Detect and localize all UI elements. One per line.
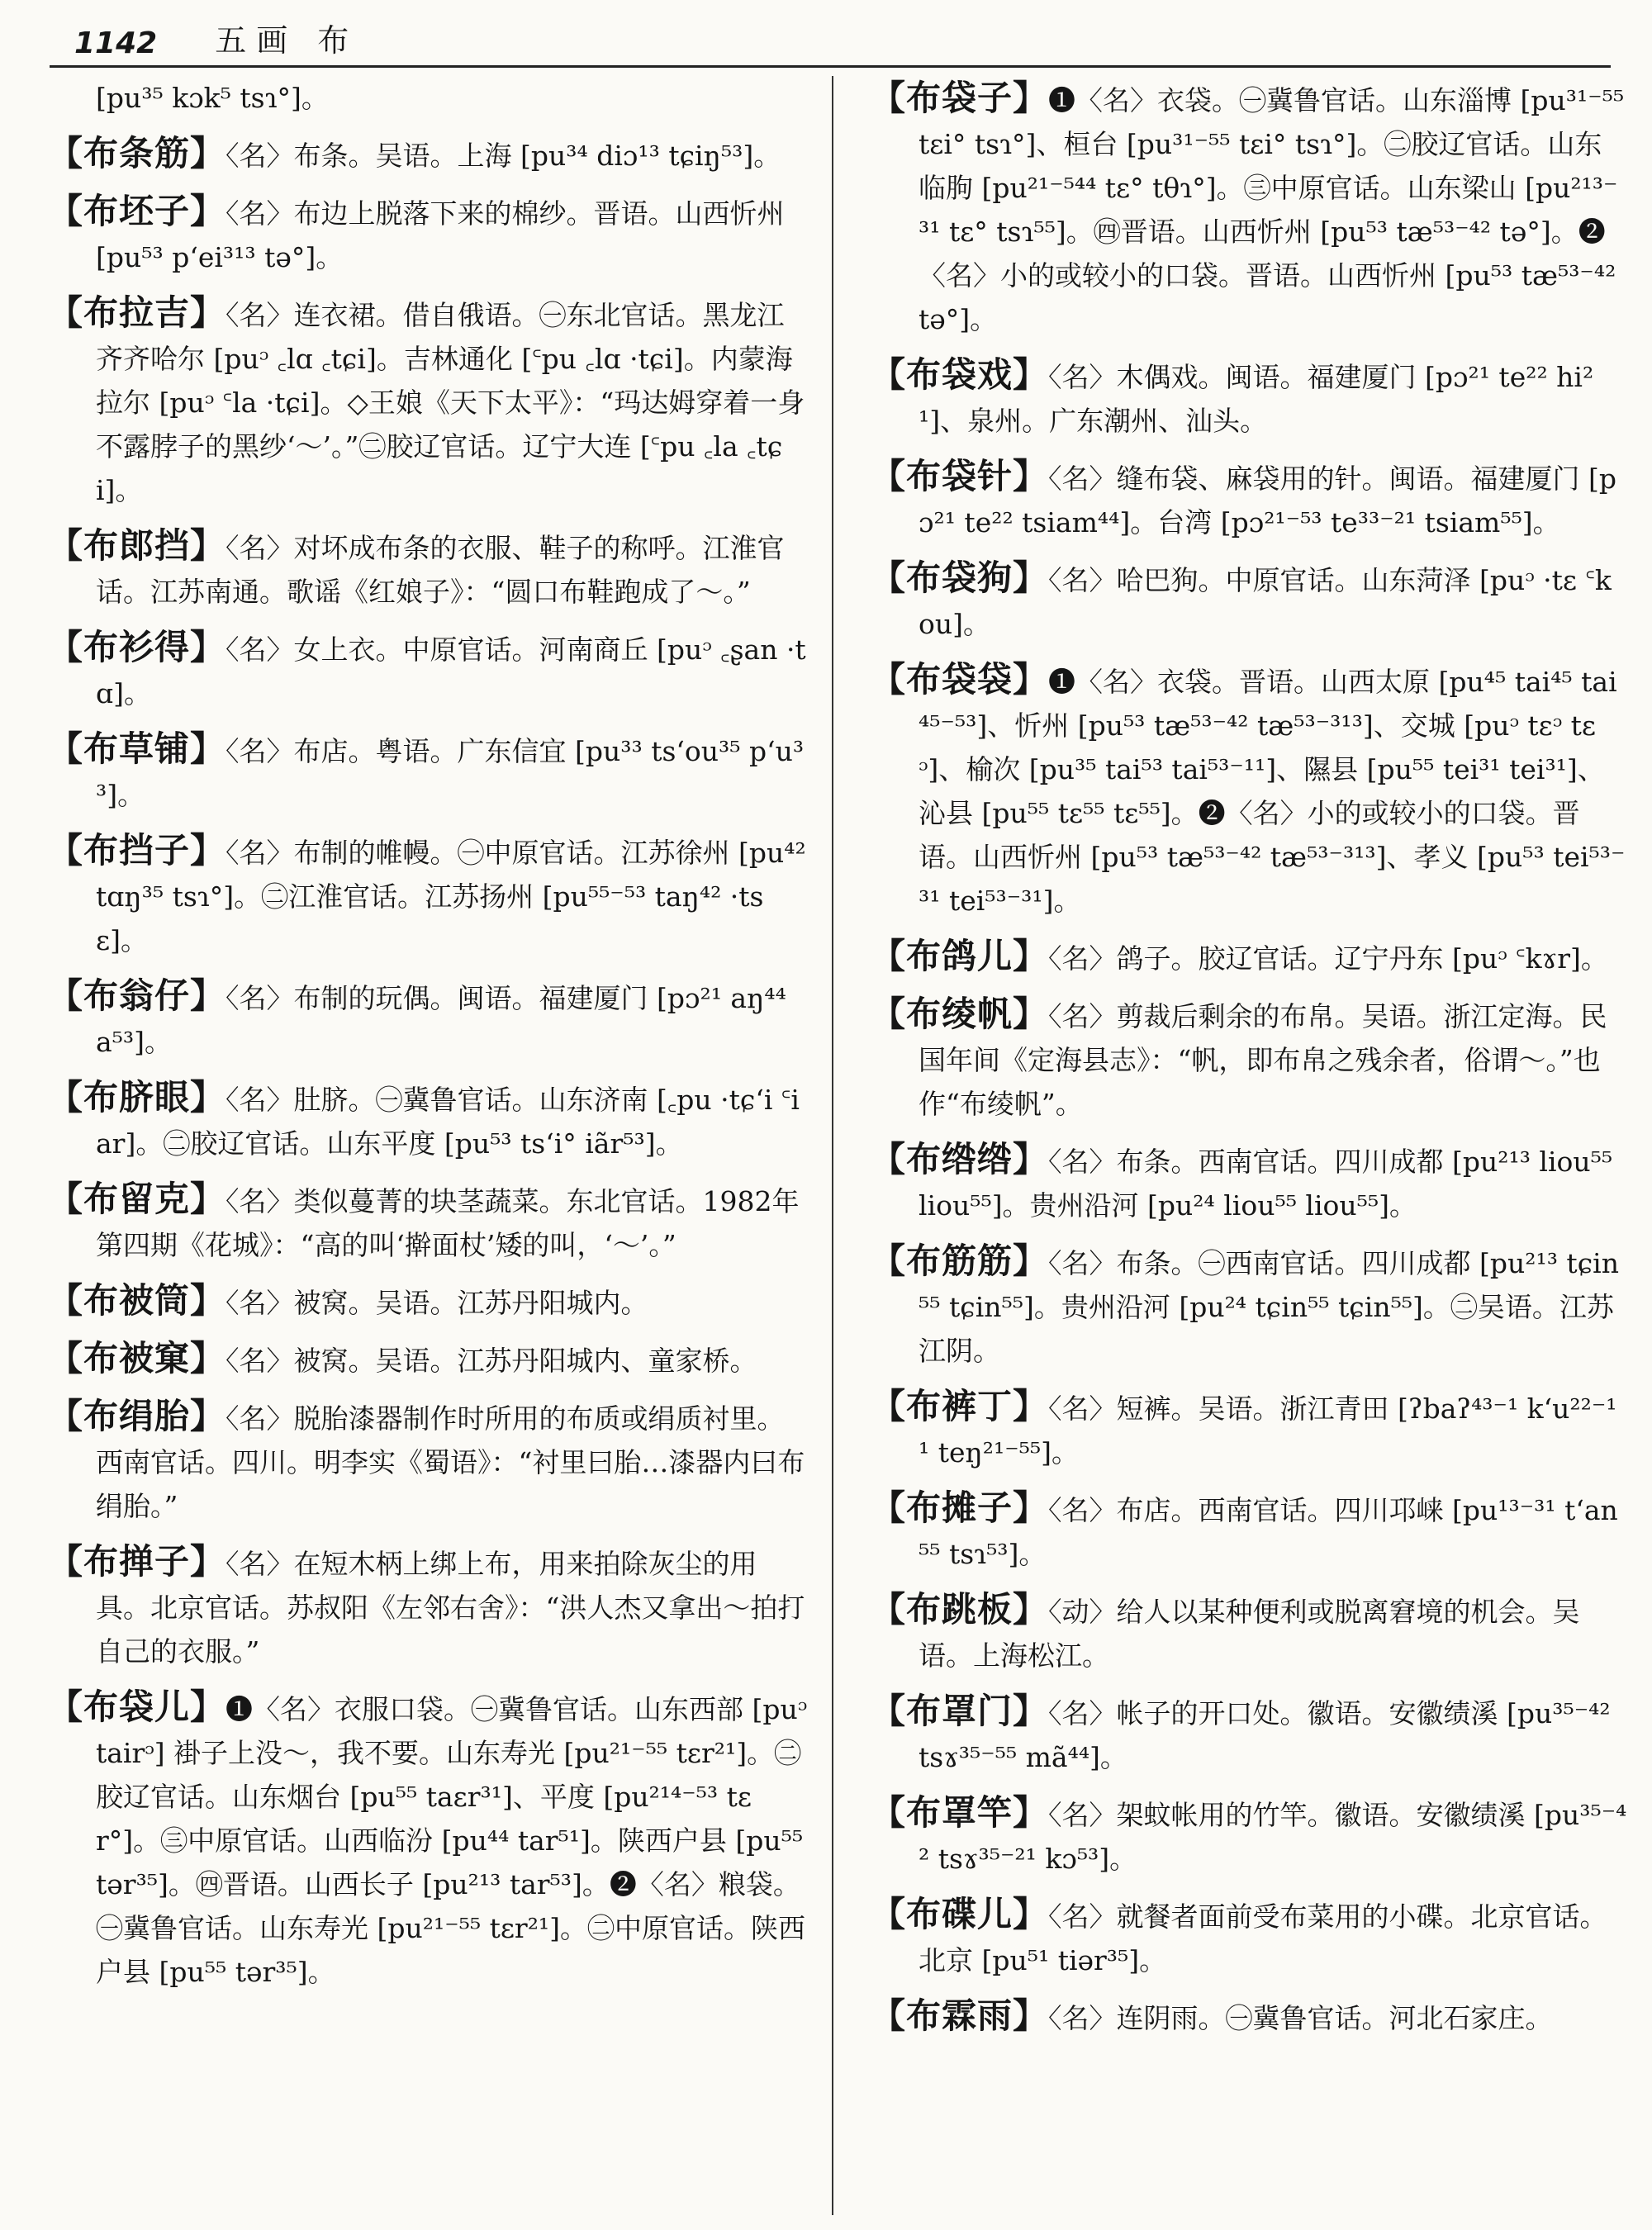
dictionary-entry [871, 556, 1627, 646]
entry-headword: 【布鸽儿】 [871, 936, 1049, 976]
dictionary-entry [871, 657, 1627, 923]
entry-headword: 【布拉吉】 [48, 292, 226, 333]
dictionary-entry [48, 828, 809, 962]
entry-headword: 【布绺绺】 [871, 1139, 1049, 1179]
entry-definition: 〈名〉类似蔓菁的块茎蔬菜。东北官话。1982年第四期《花城》：“高的叫‘擀面杖’矮的叫，‘～’。” [96, 1185, 800, 1261]
page-number: 1142 [74, 26, 158, 60]
dictionary-entry [871, 454, 1627, 544]
dictionary-entry [871, 1137, 1627, 1227]
dictionary-entry [48, 1279, 809, 1325]
entry-headword: 【布绫帆】 [871, 994, 1049, 1034]
dictionary-entry [871, 992, 1627, 1126]
dictionary-entry [48, 1394, 809, 1528]
dictionary-entry [48, 1685, 809, 1994]
entry-definition: 〈名〉脱胎漆器制作时所用的布质或绢质衬里。西南官话。四川。明李实《蜀语》：“衬里曰胎…漆器内曰布绢胎。” [96, 1402, 805, 1522]
entry-headword: 【布袋袋】 [871, 659, 1049, 700]
entry-headword: 【布袋子】 [871, 78, 1049, 118]
entry-definition: ❶〈名〉衣袋。晋语。山西太原 [pu⁴⁵ tai⁴⁵ tai⁴⁵⁻⁵³]、忻州 [pu⁵³ tæ⁵³⁻⁴² tæ⁵³⁻³¹³]、交城 [puᵓ tɛᵓ tɛᵓ]、榆次 [pu³⁵ tai⁵³ tai⁵³⁻¹¹]、隰县 [pu⁵⁵ tei³¹ tei³¹]、沁县 [pu⁵⁵ tɛ⁵⁵ tɛ⁵⁵]。❷〈名〉小的或较小的口袋。晋语。山西忻州 [pu⁵³ tæ⁵³⁻⁴² tæ⁵³⁻³¹³]、孝义 [pu⁵³ tei⁵³⁻³¹ tei⁵³⁻³¹]。 [919, 666, 1626, 917]
dictionary-entry [871, 1791, 1627, 1881]
dictionary-entry [48, 625, 809, 715]
entry-headword: 【布霖雨】 [871, 1995, 1049, 2036]
dictionary-entry [48, 131, 809, 178]
entry-headword: 【布袋针】 [871, 456, 1049, 496]
entry-definition: 〈名〉就餐者面前受布菜用的小碟。北京官话。北京 [pu⁵¹ tiər³⁵]。 [919, 1900, 1607, 1976]
entry-headword: 【布碟儿】 [871, 1894, 1049, 1934]
entry-headword: 【布衫得】 [48, 627, 226, 667]
dictionary-entry [871, 1587, 1627, 1677]
entry-headword: 【布挡子】 [48, 830, 226, 871]
entry-definition: 〈名〉对坏成布条的衣服、鞋子的称呼。江淮官话。江苏南通。歌谣《红娘子》：“圆口布鞋跑成了～。” [96, 532, 785, 608]
entry-definition: 〈名〉被窝。吴语。江苏丹阳城内、童家桥。 [225, 1345, 757, 1377]
entry-headword: 【布罩门】 [871, 1691, 1049, 1731]
dictionary-entry [48, 727, 809, 817]
dictionary-entry [871, 1486, 1627, 1576]
dictionary-columns [33, 76, 1627, 2215]
entry-definition: ❶〈名〉衣服口袋。㊀冀鲁官话。山东西部 [puᵓ tairᵓ] 褂子上没～，我不要。山东寿光 [pu²¹⁻⁵⁵ tɛr²¹]。㊁胶辽官话。山东烟台 [pu⁵⁵ taɛr³¹]、平度 [pu²¹⁴⁻⁵³ tɛr°]。㊂中原官话。山西临汾 [pu⁴⁴ tar⁵¹]。陕西户县 [pu⁵⁵ tər³⁵]。㊃晋语。山西长子 [pu²¹³ tar⁵³]。❷〈名〉粮袋。㊀冀鲁官话。山东寿光 [pu²¹⁻⁵⁵ tɛr²¹]。㊁中原官话。陕西户县 [pu⁵⁵ tər³⁵]。 [96, 1693, 808, 1988]
entry-headword: 【布筋筋】 [871, 1241, 1049, 1281]
entry-headword: 【布袋狗】 [871, 558, 1049, 598]
entry-definition: 〈名〉女上衣。中原官话。河南商丘 [puᵓ ꜀ʂan ·tɑ]。 [96, 633, 806, 709]
entry-headword: 【布绢胎】 [48, 1396, 226, 1436]
entry-headword: 【布裤丁】 [871, 1386, 1049, 1426]
entry-headword: 【布留克】 [48, 1179, 226, 1219]
entry-definition: 〈名〉缝布袋、麻袋用的针。闽语。福建厦门 [pɔ²¹ te²² tsiam⁴⁴]。台湾 [pɔ²¹⁻⁵³ te³³⁻²¹ tsiam⁵⁵]。 [919, 463, 1617, 539]
entry-definition: 〈名〉布制的帷幔。㊀中原官话。江苏徐州 [pu⁴² tɑŋ³⁵ tsɿ°]。㊁江淮官话。江苏扬州 [pu⁵⁵⁻⁵³ taŋ⁴² ·tsɛ]。 [96, 837, 806, 956]
dictionary-entry [871, 1384, 1627, 1474]
section-title: 五画 布 [215, 22, 359, 59]
entry-definition: 〈名〉短裤。吴语。浙江青田 [ʔbaʔ⁴³⁻¹ kʻu²²⁻¹¹ teŋ²¹⁻⁵⁵]。 [919, 1393, 1617, 1468]
entry-definition: 〈名〉连阴雨。㊀冀鲁官话。河北石家庄。 [1048, 2002, 1553, 2034]
entry-definition: 〈名〉被窝。吴语。江苏丹阳城内。 [225, 1287, 648, 1319]
entry-definition: 〈名〉布边上脱落下来的棉纱。晋语。山西忻州 [pu⁵³ pʻei³¹³ tə°]。 [96, 197, 785, 273]
dictionary-entry [48, 189, 809, 279]
entry-definition: 〈名〉连衣裙。借自俄语。㊀东北官话。黑龙江齐齐哈尔 [puᵓ ꜀lɑ ꜀tɕi]。吉林通化 [꜂pu ꜀lɑ ·tɕi]。内蒙海拉尔 [puᵓ ꜂la ·tɕi]。◇王娘《天下太平》：“玛达姆穿着一身不露脖子的黑纱‘～’。”㊁胶辽官话。辽宁大连 [꜂pu ꜀la ꜀tɕi]。 [96, 299, 805, 506]
dictionary-entry [48, 974, 809, 1064]
entry-headword: 【布郎挡】 [48, 525, 226, 566]
entry-headword: 【布罩竿】 [871, 1792, 1049, 1833]
entry-headword: 【布坯子】 [48, 191, 226, 231]
dictionary-entry [871, 353, 1627, 443]
dictionary-entry [48, 291, 809, 512]
right-column [851, 76, 1627, 2215]
entry-headword: 【布脐眼】 [48, 1077, 226, 1117]
dictionary-entry [871, 1994, 1627, 2040]
entry-definition: 〈动〉给人以某种便利或脱离窘境的机会。吴语。上海松江。 [919, 1596, 1580, 1672]
page-header [50, 18, 1611, 68]
entry-definition: 〈名〉布制的玩偶。闽语。福建厦门 [pɔ²¹ aŋ⁴⁴ a⁵³]。 [96, 982, 786, 1058]
column-divider [832, 76, 833, 2215]
entry-headword: 【布条筋】 [48, 133, 226, 173]
entry-headword: 【布被窠】 [48, 1338, 226, 1378]
entry-definition: 〈名〉布条。西南官话。四川成都 [pu²¹³ liou⁵⁵ liou⁵⁵]。贵州沿河 [pu²⁴ liou⁵⁵ liou⁵⁵]。 [919, 1146, 1613, 1222]
entry-headword: 【布掸子】 [48, 1541, 226, 1582]
entry-headword: 【布跳板】 [871, 1589, 1049, 1630]
dictionary-entry [48, 524, 809, 614]
dictionary-entry [871, 1892, 1627, 1982]
entry-headword: 【布袋戏】 [871, 354, 1049, 395]
entry-headword: 【布草铺】 [48, 728, 226, 769]
left-column [33, 76, 809, 2215]
entry-definition: 〈名〉布店。粤语。广东信宜 [pu³³ tsʻou³⁵ pʻu³³]。 [96, 735, 805, 811]
dictionary-entry [48, 1177, 809, 1267]
entry-definition: 〈名〉在短木柄上绑上布，用来拍除灰尘的用具。北京官话。苏叔阳《左邻右舍》：“洪人杰又拿出～拍打自己的衣服。” [96, 1548, 805, 1668]
entry-definition: 〈名〉布条。吴语。上海 [pu³⁴ diɔ¹³ tɕiŋ⁵³]。 [225, 140, 781, 172]
dictionary-entry [871, 1689, 1627, 1779]
entry-headword: 【布摊子】 [871, 1487, 1049, 1528]
entry-definition: 〈名〉鸽子。胶辽官话。辽宁丹东 [puᵓ ꜂kɤr]。 [1048, 942, 1608, 975]
continuation-text: [pu³⁵ kɔk⁵ tsɿ°]。 [96, 82, 329, 114]
entry-headword: 【布被筒】 [48, 1280, 226, 1321]
entry-definition: 〈名〉布条。㊀西南官话。四川成都 [pu²¹³ tɕin⁵⁵ tɕin⁵⁵]。贵州沿河 [pu²⁴ tɕin⁵⁵ tɕin⁵⁵]。㊁吴语。江苏江阴。 [919, 1247, 1619, 1367]
entry-definition: ❶〈名〉衣袋。㊀冀鲁官话。山东淄博 [pu³¹⁻⁵⁵ tɛi° tsɿ°]、桓台 [pu³¹⁻⁵⁵ tɛi° tsɿ°]。㊁胶辽官话。山东临朐 [pu²¹⁻⁵⁴⁴ tɛ° tθɿ°]。㊂中原官话。山东梁山 [pu²¹³⁻³¹ tɛ° tsɿ⁵⁵]。㊃晋语。山西忻州 [pu⁵³ tæ⁵³⁻⁴² tə°]。❷〈名〉小的或较小的口袋。晋语。山西忻州 [pu⁵³ tæ⁵³⁻⁴² tə°]。 [919, 84, 1625, 335]
entry-definition: 〈名〉木偶戏。闽语。福建厦门 [pɔ²¹ te²² hi²¹]、泉州。广东潮州、汕头。 [919, 361, 1594, 437]
entry-definition: 〈名〉架蚊帐用的竹竿。徽语。安徽绩溪 [pu³⁵⁻⁴² tsɤ³⁵⁻²¹ kɔ⁵³]。 [919, 1799, 1627, 1875]
dictionary-entry [48, 1075, 809, 1165]
entry-definition: 〈名〉剪裁后剩余的布帛。吴语。浙江定海。民国年间《定海县志》：“帆，即布帛之残余者，俗谓～。”也作“布绫帆”。 [919, 1000, 1607, 1120]
entry-definition: 〈名〉哈巴狗。中原官话。山东菏泽 [puᵓ ·tɛ ꜂kou]。 [919, 564, 1612, 640]
left-entry-list [48, 131, 809, 1994]
dictionary-entry [48, 1540, 809, 1673]
right-entry-list [871, 76, 1627, 2040]
dictionary-entry [871, 934, 1627, 980]
dictionary-entry [48, 1336, 809, 1383]
entry-headword: 【布翁仔】 [48, 975, 226, 1016]
entry-definition: 〈名〉肚脐。㊀冀鲁官话。山东济南 [꜀pu ·tɕʻi ꜂iar]。㊁胶辽官话。山东平度 [pu⁵³ tsʻi° iãr⁵³]。 [96, 1084, 800, 1160]
entry-headword: 【布袋儿】 [48, 1687, 226, 1727]
entry-definition: 〈名〉帐子的开口处。徽语。安徽绩溪 [pu³⁵⁻⁴² tsɤ³⁵⁻⁵⁵ mã⁴⁴]。 [919, 1697, 1611, 1773]
entry-definition: 〈名〉布店。西南官话。四川邛崃 [pu¹³⁻³¹ tʻan⁵⁵ tsɿ⁵³]。 [919, 1494, 1618, 1570]
dictionary-entry [871, 76, 1627, 341]
dictionary-entry [871, 1239, 1627, 1373]
